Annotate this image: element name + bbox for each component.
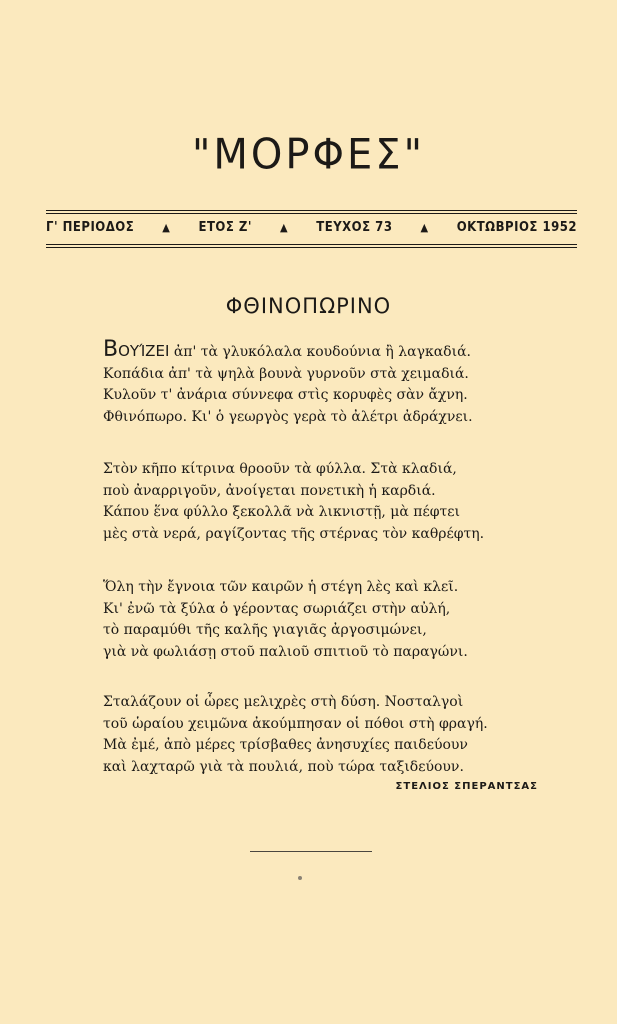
poem-stanza-1 — [103, 337, 543, 428]
poem-line: ποὺ ἀναρριγοῦν, ἀνοίγεται πονετικὴ ἡ καρδιά. — [103, 482, 436, 499]
poem-line: τοῦ ὡραίου χειμῶνα ἀκούμπησαν οἱ πόθοι στὴ φραγή. — [103, 715, 488, 732]
drop-cap: Β — [103, 337, 119, 362]
header-rule-top — [46, 210, 577, 211]
closing-rule — [250, 851, 372, 852]
header-rule-bottom-2 — [46, 247, 577, 248]
issue-period: Γ' ΠΕΡΙΟΔΟΣ — [46, 220, 135, 235]
poem-line: Σταλάζουν οἱ ὧρες μελιχρὲς στὴ δύση. Νοσταλγοὶ — [103, 694, 464, 710]
poem-line: καὶ λαχταρῶ γιὰ τὰ πουλιά, ποὺ τώρα ταξιδεύουν. — [103, 758, 464, 775]
poem-line: Ὅλη τὴν ἔγνοια τῶν καιρῶν ἡ στέγη λὲς καὶ κλεῖ. — [103, 579, 459, 595]
separator-triangle-icon: ▲ — [162, 221, 171, 234]
page-dot-ornament — [298, 876, 302, 880]
poem-title: ΦΘΙΝΟΠΩΡΙΝΟ — [225, 294, 392, 318]
poem-line — [103, 337, 543, 364]
separator-triangle-icon: ▲ — [420, 221, 429, 234]
poem-stanza-2 — [103, 459, 543, 545]
magazine-masthead: "ΜΟΡΦΕΣ" — [192, 130, 425, 180]
poem-stanza-4 — [103, 692, 543, 778]
issue-date: ΟΚΤΩΒΡΙΟΣ 1952 — [456, 220, 577, 235]
poem-line: Μὰ ἐμέ, ἀπὸ μέρες τρίσβαθες ἀνησυχίες παιδεύουν — [103, 737, 468, 753]
issue-year: ΕΤΟΣ Ζ' — [198, 220, 252, 235]
poem-line: Κοπάδια ἀπ' τὰ ψηλὰ βουνὰ γυρνοῦν στὰ χειμαδιά. — [103, 365, 469, 382]
line-text: ἀπ' τὰ γλυκόλαλα κουδούνια ἢ λαγκαδιά. — [169, 344, 471, 360]
poem-line: Φθινόπωρο. Κι' ὁ γεωργὸς γερὰ τὸ ἀλέτρι ἀδράχνει. — [103, 408, 473, 425]
poem-line: μὲς στὰ νερά, ραγίζοντας τῆς στέρνας τὸν καθρέφτη. — [103, 525, 485, 542]
header-rule-bottom — [46, 244, 577, 245]
poem-line: τὸ παραμύθι τῆς καλῆς γιαγιᾶς ἀργοσιμώνει, — [103, 622, 427, 638]
poem-line: Στὸν κῆπο κίτρινα θροοῦν τὰ φύλλα. Στὰ κλαδιά, — [103, 461, 457, 477]
poem-line: γιὰ νὰ φωλιάσῃ στοῦ παλιοῦ σπιτιοῦ τὸ παραγώνι. — [103, 643, 468, 660]
first-word: ΟΥΊΖΕΙ — [118, 342, 170, 360]
poem-author: ΣΤΕΛΙΟΣ ΣΠΕΡΑΝΤΣΑΣ — [395, 781, 538, 792]
poem-stanza-3 — [103, 577, 543, 663]
issue-info-line — [46, 220, 577, 235]
poem-line: Κυλοῦν τ' ἀνάρια σύννεφα στὶς κορυφὲς σὰν ἄχνη. — [103, 387, 468, 403]
issue-number: ΤΕΥΧΟΣ 73 — [316, 220, 393, 235]
poem-line: Κάπου ἕνα φύλλο ξεκολλᾶ νὰ λικνιστῇ, μὰ πέφτει — [103, 504, 461, 520]
poem-line: Κι' ἐνῶ τὰ ξύλα ὁ γέροντας σωριάζει στὴν αὐλή, — [103, 600, 451, 617]
header-rule-top-2 — [46, 213, 577, 214]
separator-triangle-icon: ▲ — [280, 221, 289, 234]
